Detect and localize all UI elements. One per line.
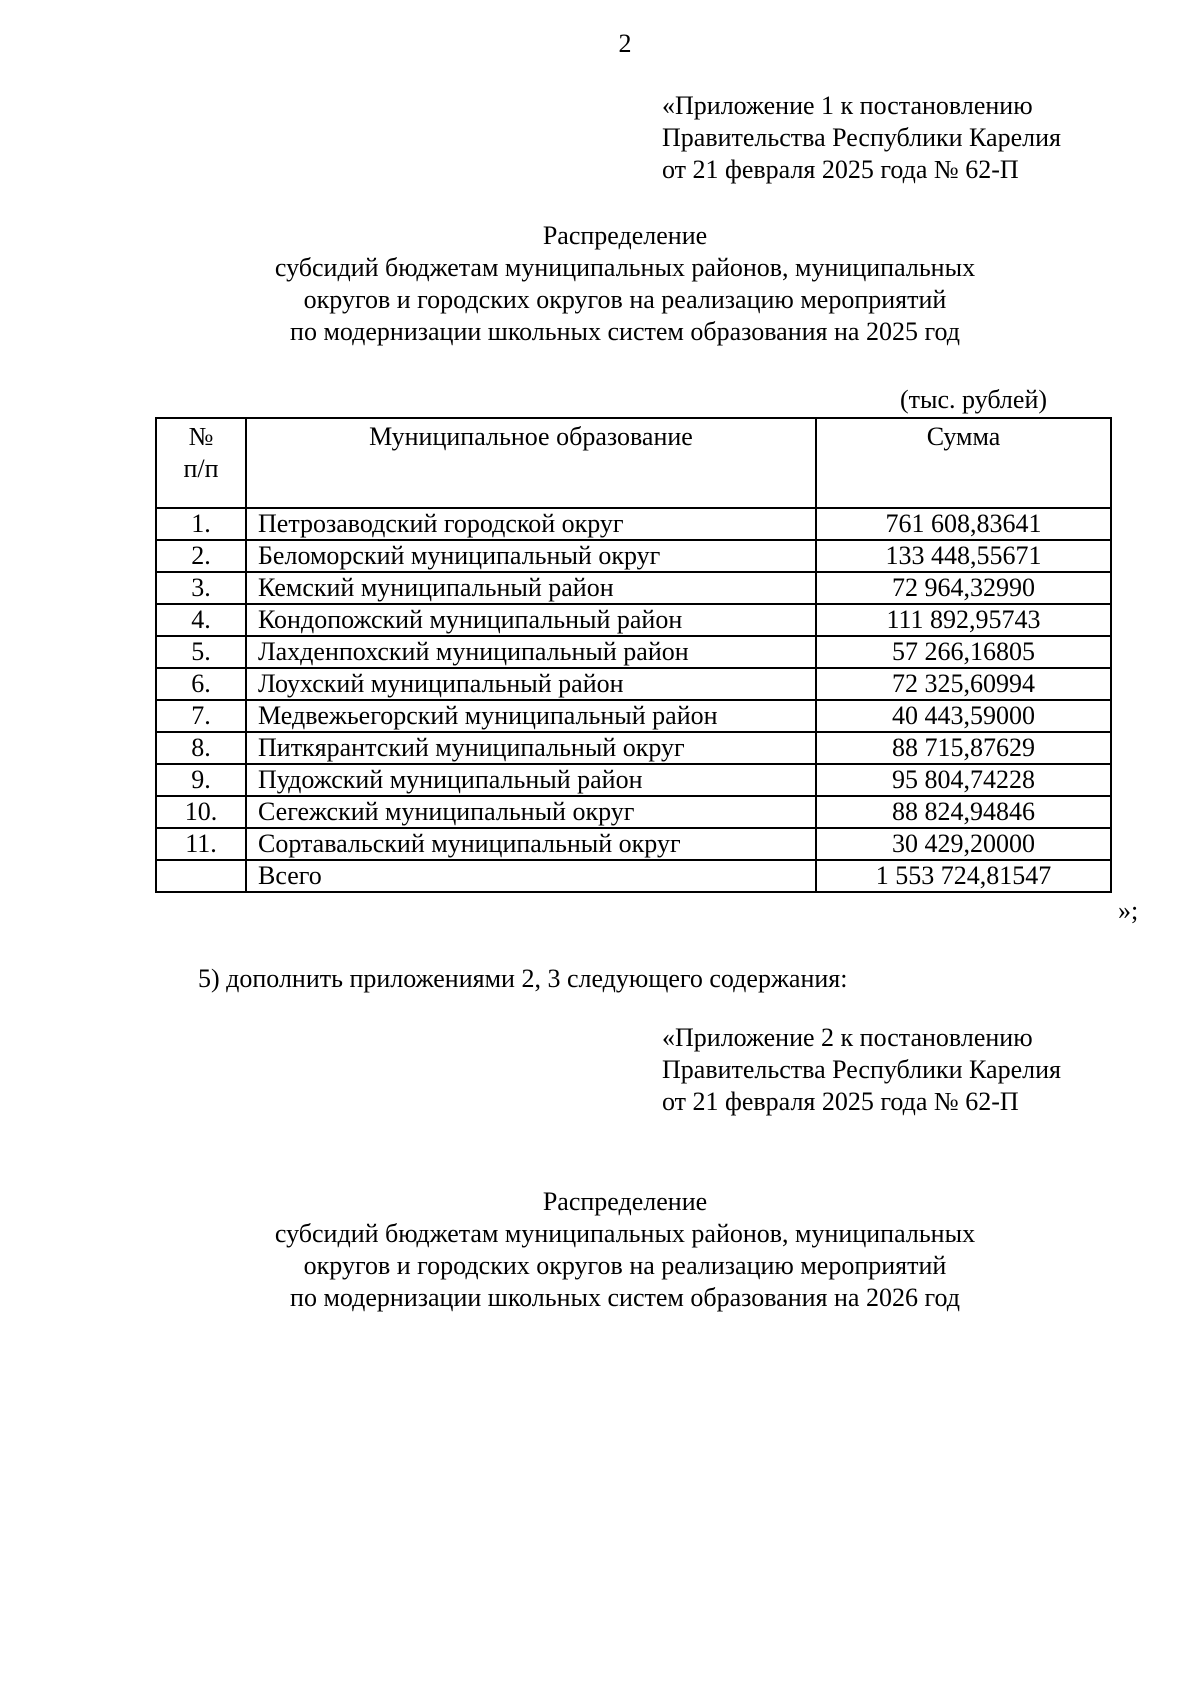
- total-number-cell: [156, 860, 246, 892]
- row-municipality: Питкярантский муниципальный округ: [246, 732, 816, 764]
- title-2-line-4: по модернизации школьных систем образования на 2026 год: [290, 1283, 960, 1312]
- row-sum: 57 266,16805: [816, 636, 1111, 668]
- row-sum: 40 443,59000: [816, 700, 1111, 732]
- row-number: 2.: [156, 540, 246, 572]
- row-municipality: Лахденпохский муниципальный район: [246, 636, 816, 668]
- annex-2-line-3: от 21 февраля 2025 года № 62-П: [662, 1087, 1019, 1116]
- closing-quote: »;: [1118, 896, 1139, 925]
- annex-1-line-1: «Приложение 1 к постановлению: [662, 91, 1033, 120]
- table-row: [156, 700, 1111, 732]
- header-number-line-2: п/п: [183, 454, 219, 483]
- header-sum: Сумма: [816, 418, 1111, 508]
- table-row: [156, 732, 1111, 764]
- row-number: 8.: [156, 732, 246, 764]
- units-label: (тыс. рублей): [900, 385, 1048, 414]
- row-municipality: Беломорский муниципальный округ: [246, 540, 816, 572]
- row-number: 1.: [156, 508, 246, 540]
- table-row: [156, 796, 1111, 828]
- title-2-line-1: Распределение: [542, 1187, 708, 1216]
- row-number: 5.: [156, 636, 246, 668]
- row-municipality: Кемский муниципальный район: [246, 572, 816, 604]
- title-1-line-1: Распределение: [542, 221, 708, 250]
- title-2-line-3: округов и городских округов на реализацию мероприятий: [303, 1251, 947, 1280]
- table-row: [156, 668, 1111, 700]
- row-number: 9.: [156, 764, 246, 796]
- header-number: [156, 418, 246, 508]
- table-row: [156, 636, 1111, 668]
- row-sum: 88 824,94846: [816, 796, 1111, 828]
- title-1-line-4: по модернизации школьных систем образования на 2025 год: [290, 317, 960, 346]
- row-sum: 30 429,20000: [816, 828, 1111, 860]
- table-row: [156, 572, 1111, 604]
- row-municipality: Сортавальский муниципальный округ: [246, 828, 816, 860]
- title-1-line-3: округов и городских округов на реализацию мероприятий: [303, 285, 947, 314]
- table-row: [156, 540, 1111, 572]
- row-sum: 111 892,95743: [816, 604, 1111, 636]
- row-municipality: Петрозаводский городской округ: [246, 508, 816, 540]
- distribution-title-2025: [0, 220, 1200, 348]
- row-sum: 95 804,74228: [816, 764, 1111, 796]
- table-row: [156, 604, 1111, 636]
- annex-1-line-3: от 21 февраля 2025 года № 62-П: [662, 155, 1019, 184]
- page-number: 2: [618, 29, 632, 58]
- header-number-line-1: №: [188, 422, 214, 451]
- row-number: 7.: [156, 700, 246, 732]
- table-row: [156, 828, 1111, 860]
- row-number: 4.: [156, 604, 246, 636]
- row-sum: 88 715,87629: [816, 732, 1111, 764]
- annex-1-heading: [662, 90, 1061, 186]
- row-sum: 761 608,83641: [816, 508, 1111, 540]
- annex-2-line-2: Правительства Республики Карелия: [662, 1055, 1061, 1084]
- amendment-paragraph: 5) дополнить приложениями 2, 3 следующего содержания:: [198, 964, 848, 993]
- table-row: [156, 508, 1111, 540]
- annex-2-heading: [662, 1022, 1061, 1118]
- row-sum: 133 448,55671: [816, 540, 1111, 572]
- total-sum: 1 553 724,81547: [816, 860, 1111, 892]
- row-municipality: Пудожский муниципальный район: [246, 764, 816, 796]
- title-2-line-2: субсидий бюджетам муниципальных районов, муниципальных: [274, 1219, 976, 1248]
- annex-2-line-1: «Приложение 2 к постановлению: [662, 1023, 1033, 1052]
- row-municipality: Медвежьегорский муниципальный район: [246, 700, 816, 732]
- row-number: 6.: [156, 668, 246, 700]
- annex-1-line-2: Правительства Республики Карелия: [662, 123, 1061, 152]
- title-1-line-2: субсидий бюджетам муниципальных районов, муниципальных: [274, 253, 976, 282]
- row-municipality: Кондопожский муниципальный район: [246, 604, 816, 636]
- row-number: 11.: [156, 828, 246, 860]
- total-label: Всего: [246, 860, 816, 892]
- row-number: 3.: [156, 572, 246, 604]
- row-municipality: Лоухский муниципальный район: [246, 668, 816, 700]
- allocation-table: [155, 417, 1112, 893]
- table-total-row: [156, 860, 1111, 892]
- row-municipality: Сегежский муниципальный округ: [246, 796, 816, 828]
- row-sum: 72 964,32990: [816, 572, 1111, 604]
- table-row: [156, 764, 1111, 796]
- distribution-title-2026: [0, 1186, 1200, 1314]
- table-header-row: [156, 418, 1111, 508]
- row-number: 10.: [156, 796, 246, 828]
- row-sum: 72 325,60994: [816, 668, 1111, 700]
- header-municipality: Муниципальное образование: [246, 418, 816, 508]
